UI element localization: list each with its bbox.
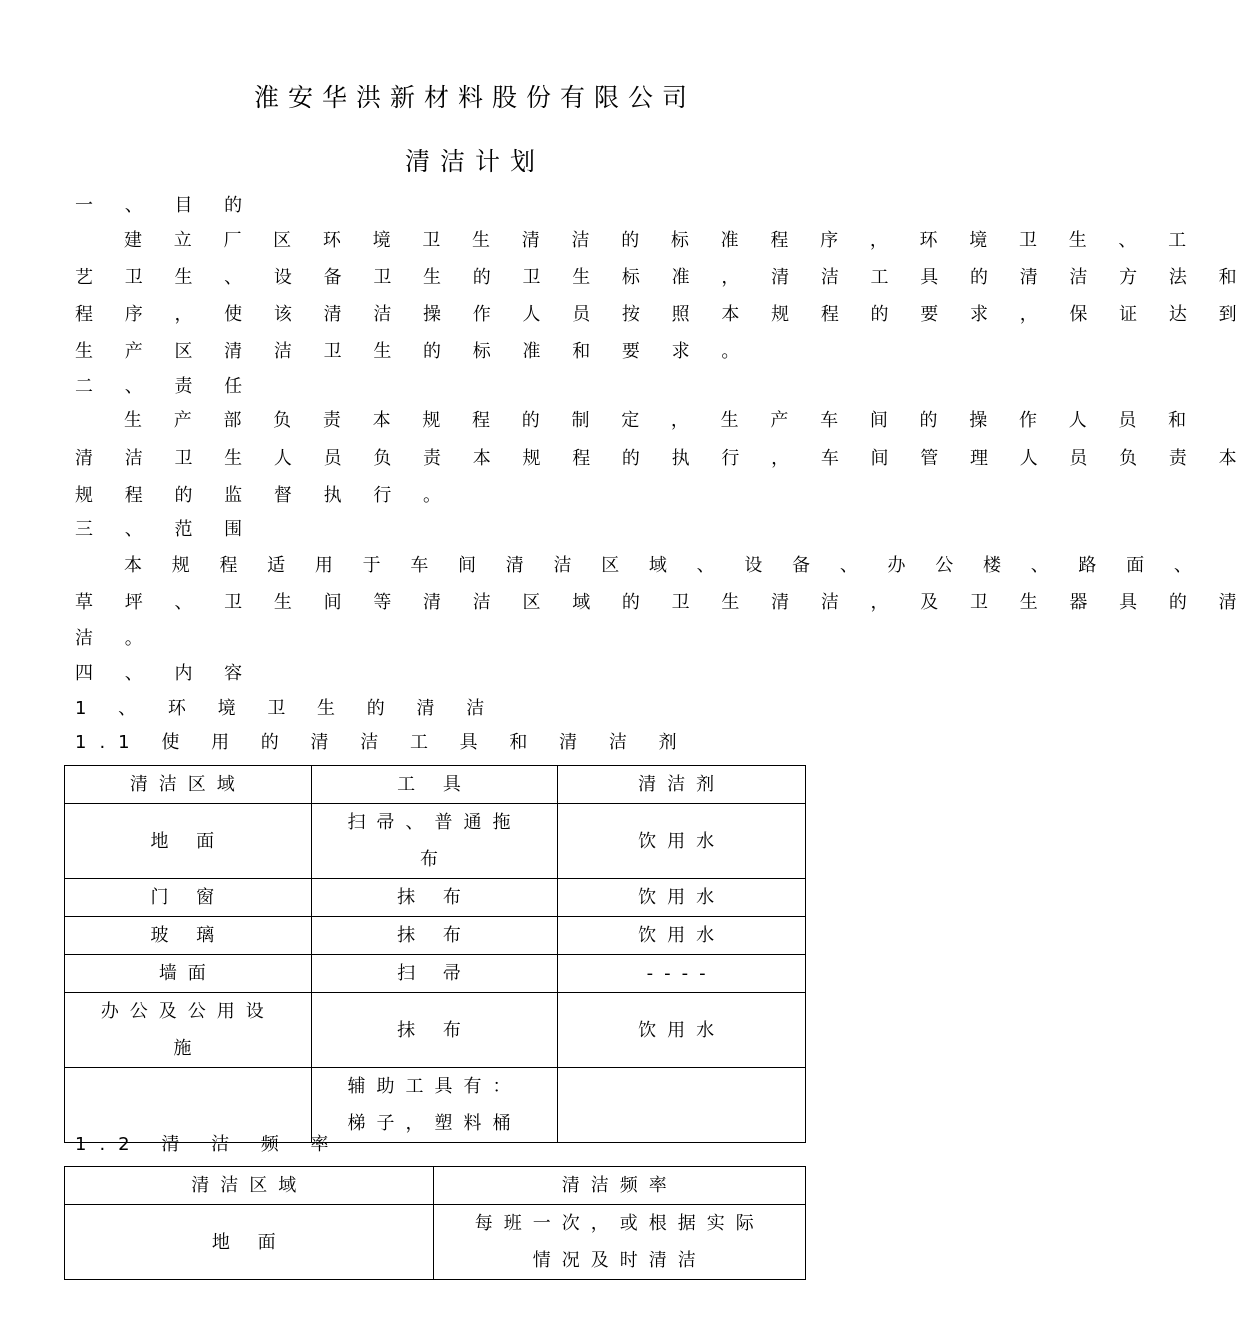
- table-cell: [311, 804, 558, 879]
- table-row: [65, 1205, 806, 1280]
- header-cell: 清洁区域: [65, 766, 312, 804]
- section-1-heading: 一 、 目 的: [75, 195, 256, 216]
- section-4-heading: 四 、 内 容: [75, 663, 256, 684]
- subsection-1-1-heading: 1.1 使 用 的 清 洁 工 具 和 清 洁 剂: [75, 732, 690, 753]
- table-cell: 玻 璃: [65, 917, 312, 955]
- table-row: [65, 804, 806, 879]
- section-3-line-2: 草 坪 、 卫 生 间 等 清 洁 区 域 的 卫 生 清 洁 ， 及 卫 生 器 具 的 清: [75, 592, 1250, 613]
- section-2-heading: 二 、 责 任: [75, 376, 256, 397]
- section-2-line-3: 规 程 的 监 督 执 行 。: [75, 485, 455, 506]
- table-cell: 地 面: [65, 1205, 434, 1280]
- cell-text-line: 情况及时清洁: [532, 1250, 707, 1271]
- table-cell: [311, 1068, 558, 1143]
- table-cell: 饮用水: [558, 917, 806, 955]
- section-2-line-1: 生 产 部 负 责 本 规 程 的 制 定 ， 生 产 车 间 的 操 作 人 员 和: [124, 410, 1200, 431]
- table-cell: 抹 布: [311, 917, 558, 955]
- table-cell: [65, 1068, 312, 1143]
- table-cell: 饮用水: [558, 993, 806, 1068]
- section-1-line-2: 艺 卫 生 、 设 备 卫 生 的 卫 生 标 准 ， 清 洁 工 具 的 清 洁 方 法 和: [75, 267, 1250, 288]
- tools-table: [64, 765, 806, 1143]
- table-header-row: [65, 1167, 806, 1205]
- subsection-1-2-heading: 1.2 清 洁 频 率: [75, 1134, 342, 1155]
- cell-text-line: 扫帚、普通拖: [347, 812, 522, 833]
- table-cell: 扫 帚: [311, 955, 558, 993]
- header-cell: 清洁区域: [65, 1167, 434, 1205]
- table-cell: ----: [558, 955, 806, 993]
- cell-text-line: 辅助工具有：: [347, 1076, 522, 1097]
- cell-text-line: 布: [419, 849, 449, 870]
- section-3-line-3: 洁 。: [75, 628, 156, 649]
- table-row: [65, 879, 806, 917]
- table-cell: [558, 1068, 806, 1143]
- table-cell: 饮用水: [558, 879, 806, 917]
- table-row: [65, 993, 806, 1068]
- cell-text-line: 施: [173, 1038, 203, 1059]
- cell-text-line: 梯子，塑料桶: [347, 1113, 522, 1134]
- table-cell: [65, 993, 312, 1068]
- table-cell: 门 窗: [65, 879, 312, 917]
- section-1-line-1: 建 立 厂 区 环 境 卫 生 清 洁 的 标 准 程 序 ， 环 境 卫 生 、 工: [124, 230, 1200, 251]
- table-header-row: [65, 766, 806, 804]
- header-cell: 清洁剂: [558, 766, 806, 804]
- table-row: [65, 917, 806, 955]
- table-row: [65, 955, 806, 993]
- frequency-table: [64, 1166, 806, 1280]
- table-cell: 地 面: [65, 804, 312, 879]
- table-cell: 抹 布: [311, 993, 558, 1068]
- table-cell: [434, 1205, 806, 1280]
- table-row: [65, 1068, 806, 1143]
- header-cell: 工 具: [311, 766, 558, 804]
- section-2-line-2: 清 洁 卫 生 人 员 负 责 本 规 程 的 执 行 ， 车 间 管 理 人 员 负 责 本: [75, 448, 1250, 469]
- table-cell: 饮用水: [558, 804, 806, 879]
- table-cell: 墙面: [65, 955, 312, 993]
- table-cell: 抹 布: [311, 879, 558, 917]
- company-name: 淮安华洪新材料股份有限公司: [253, 83, 696, 112]
- section-3-line-1: 本 规 程 适 用 于 车 间 清 洁 区 域 、 设 备 、 办 公 楼 、 路 面 、: [124, 555, 1204, 576]
- subsection-1-heading: 1 、 环 境 卫 生 的 清 洁: [75, 698, 498, 719]
- document-title: 清洁计划: [404, 147, 545, 176]
- cell-text-line: 办公及公用设: [100, 1001, 275, 1022]
- header-cell: 清洁频率: [434, 1167, 806, 1205]
- cell-text-line: 每班一次，或根据实际: [474, 1213, 765, 1234]
- section-1-line-3: 程 序 ， 使 该 清 洁 操 作 人 员 按 照 本 规 程 的 要 求 ， 保 证 达 到: [75, 304, 1250, 325]
- section-3-heading: 三 、 范 围: [75, 519, 256, 540]
- section-1-line-4: 生 产 区 清 洁 卫 生 的 标 准 和 要 求 。: [75, 341, 753, 362]
